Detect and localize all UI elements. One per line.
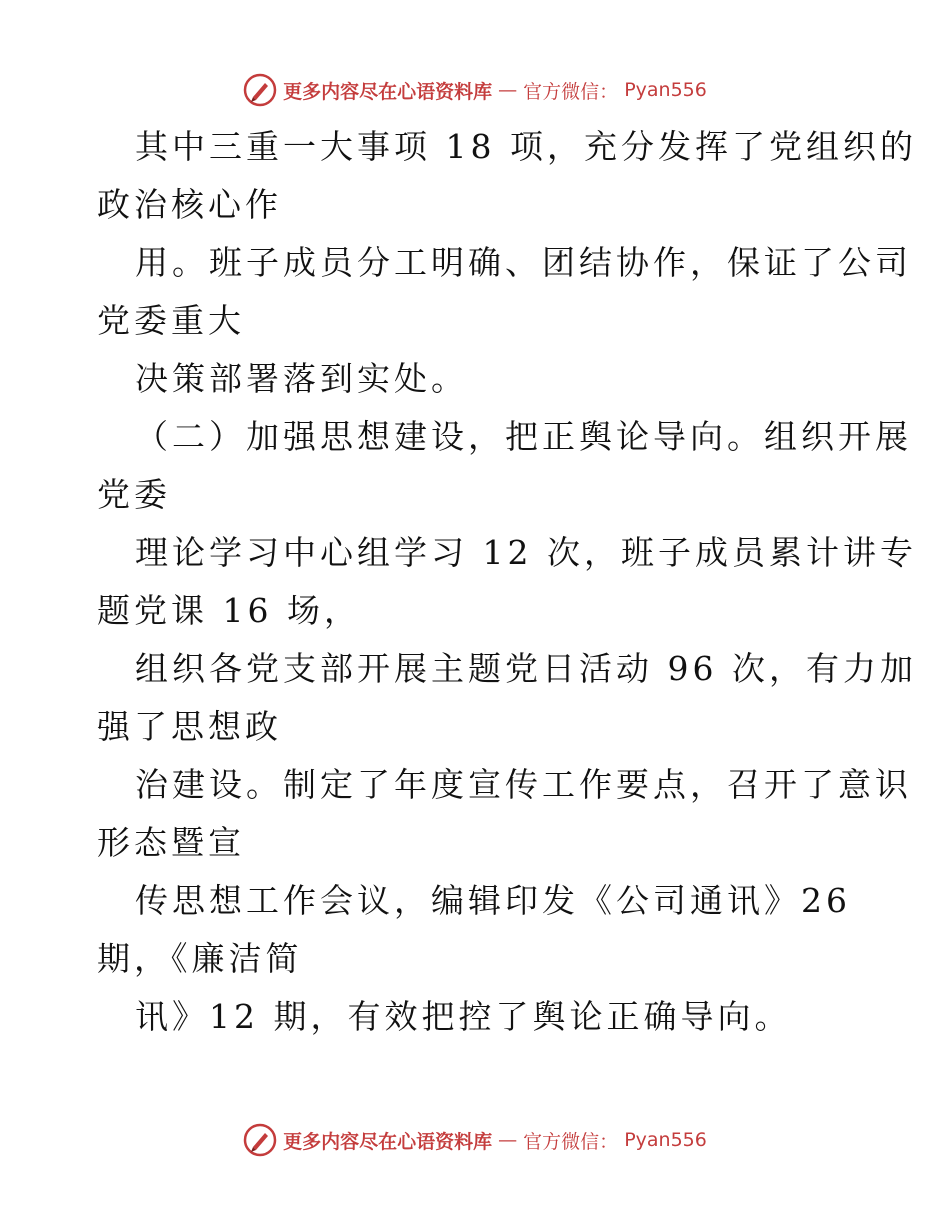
body-line: 组织各党支部开展主题党日活动 96 次，有力加 (135, 649, 917, 688)
body-line: 传思想工作会议，编辑印发《公司通讯》26 (135, 881, 851, 920)
body-line: 党委 (97, 475, 171, 514)
body-line: 用。班子成员分工明确、团结协作，保证了公司 (135, 243, 912, 282)
body-line: 党委重大 (97, 301, 245, 340)
banner-dash: — (498, 79, 518, 101)
banner-wechat-id: Pyan556 (624, 1129, 707, 1151)
body-line: 其中三重一大事项 18 项，充分发挥了党组织的 (135, 127, 917, 166)
pen-logo-icon (243, 73, 277, 107)
body-line: 期，《廉洁简 (97, 939, 303, 978)
banner-wechat-label: 官方微信： (523, 1130, 619, 1153)
body-line: 决策部署落到实处。 (135, 359, 468, 398)
body-line: 形态暨宣 (97, 823, 245, 862)
header-banner (0, 70, 950, 110)
banner-text: 更多内容尽在心语资料库 (283, 80, 493, 103)
body-line: 讯》12 期，有效把控了舆论正确导向。 (135, 997, 792, 1036)
body-line: 强了思想政 (97, 707, 282, 746)
banner-wechat-id: Pyan556 (624, 79, 707, 101)
body-line: 政治核心作 (97, 185, 282, 224)
banner-text: 更多内容尽在心语资料库 (283, 1130, 493, 1153)
section-heading-line: （二）加强思想建设，把正舆论导向。组织开展 (135, 417, 912, 456)
banner-dash: — (498, 1129, 518, 1151)
body-line: 治建设。制定了年度宣传工作要点，召开了意识 (135, 765, 912, 804)
body-line: 理论学习中心组学习 12 次，班子成员累计讲专 (135, 533, 917, 572)
footer-banner (0, 1120, 950, 1160)
body-line: 题党课 16 场， (97, 591, 361, 630)
banner-wechat-label: 官方微信： (523, 80, 619, 103)
pen-logo-icon (243, 1123, 277, 1157)
